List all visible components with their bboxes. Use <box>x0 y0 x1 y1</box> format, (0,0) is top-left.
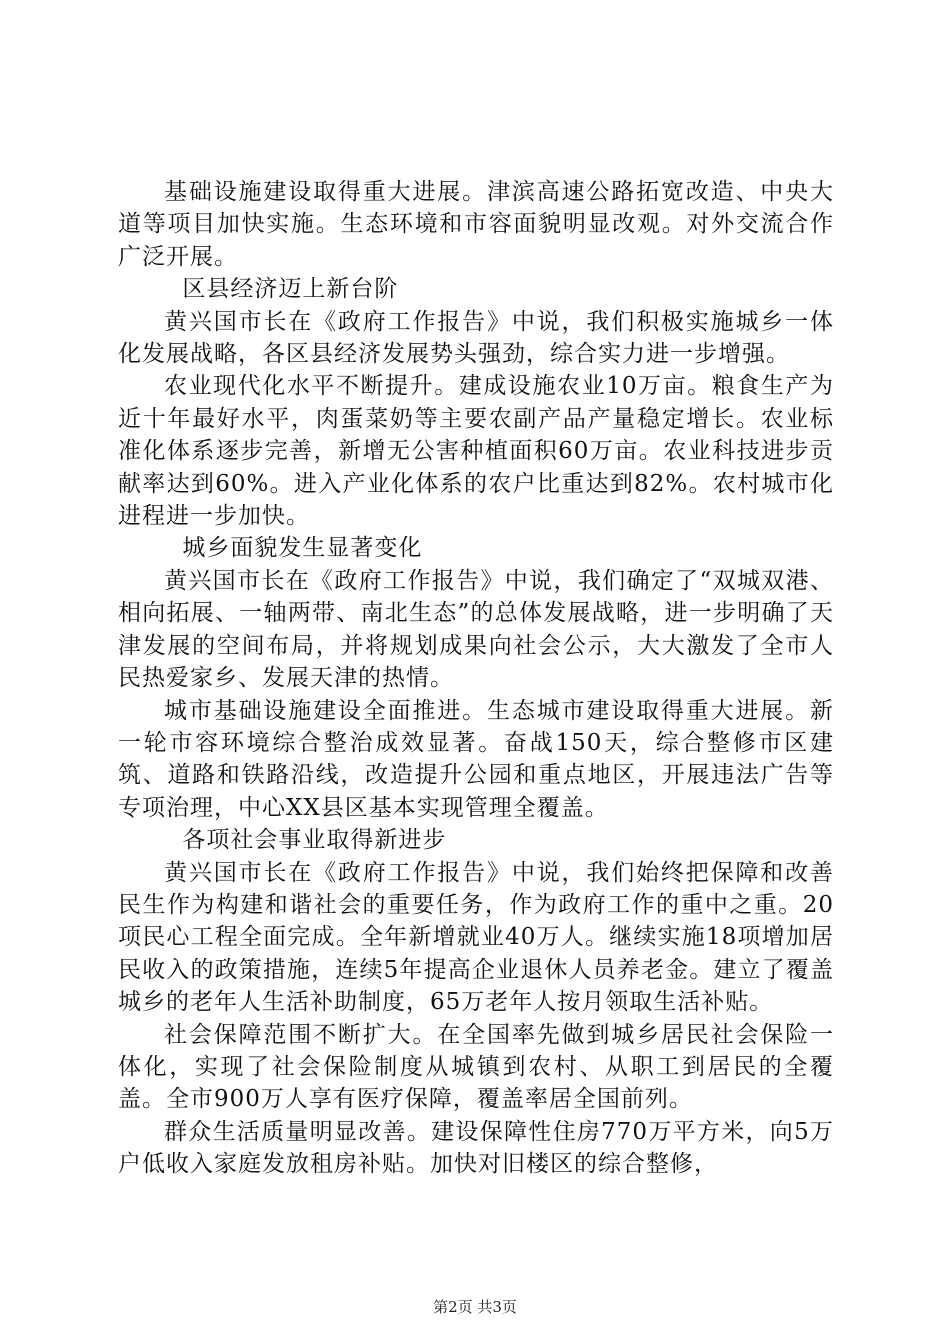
section-heading-social-progress: 各项社会事业取得新进步 <box>182 827 447 854</box>
page-number-footer: 第2页 共3页 <box>433 1298 517 1316</box>
document-body <box>118 176 834 1181</box>
section-heading-district-economy: 区县经济迈上新台阶 <box>182 276 399 303</box>
paragraph-livelihood: 黄兴国市长在《政府工作报告》中说，我们始终把保障和改善民生作为构建和谐社会的重要任务，作为政府工作的重中之重。20项民心工程全面完成。全年新增就业40万人。继续实施18项增加居民收入的政策措施，连续5年提高企业退休人员养老金。建立了覆盖城乡的老年人生活补助制度，65万老年人按月领取生活补贴。 <box>118 859 834 1016</box>
paragraph-social-security: 社会保障范围不断扩大。在全国率先做到城乡居民社会保险一体化，实现了社会保险制度从城镇到农村、从职工到居民的全覆盖。全市900万人享有医疗保障，覆盖率居全国前列。 <box>118 1021 834 1113</box>
paragraph-living-quality: 群众生活质量明显改善。建设保障性住房770万平方米，向5万户低收入家庭发放租房补贴。加快对旧楼区的综合整修， <box>118 1118 834 1178</box>
paragraph-infrastructure: 基础设施建设取得重大进展。津滨高速公路拓宽改造、中央大道等项目加快实施。生态环境和市容面貌明显改观。对外交流合作广泛开展。 <box>118 179 834 270</box>
paragraph-agriculture-modernization: 农业现代化水平不断提升。建成设施农业10万亩。粮食生产为近十年最好水平，肉蛋菜奶等主要农副产品产量稳定增长。农业标准化体系逐步完善，新增无公害种植面积60万亩。农业科技进步贡献率达到60%。进入产业化体系的农户比重达到82%。农村城市化进程进一步加快。 <box>118 373 834 530</box>
paragraph-urban-rural-integration: 黄兴国市长在《政府工作报告》中说，我们积极实施城乡一体化发展战略，各区县经济发展势头强劲，综合实力进一步增强。 <box>118 308 834 368</box>
section-heading-urban-rural-change: 城乡面貌发生显著变化 <box>182 535 423 562</box>
paragraph-development-strategy: 黄兴国市长在《政府工作报告》中说，我们确定了“双城双港、相向拓展、一轴两带、南北生态”的总体发展战略，进一步明确了天津发展的空间布局，并将规划成果向社会公示，大大激发了全市人民热爱家乡、发展天津的热情。 <box>118 567 834 692</box>
paragraph-city-infrastructure: 城市基础设施建设全面推进。生态城市建设取得重大进展。新一轮市容环境综合整治成效显著。奋战150天，综合整修市区建筑、道路和铁路沿线，改造提升公园和重点地区，开展违法广告等专项治理，中心XX县区基本实现管理全覆盖。 <box>118 697 834 821</box>
